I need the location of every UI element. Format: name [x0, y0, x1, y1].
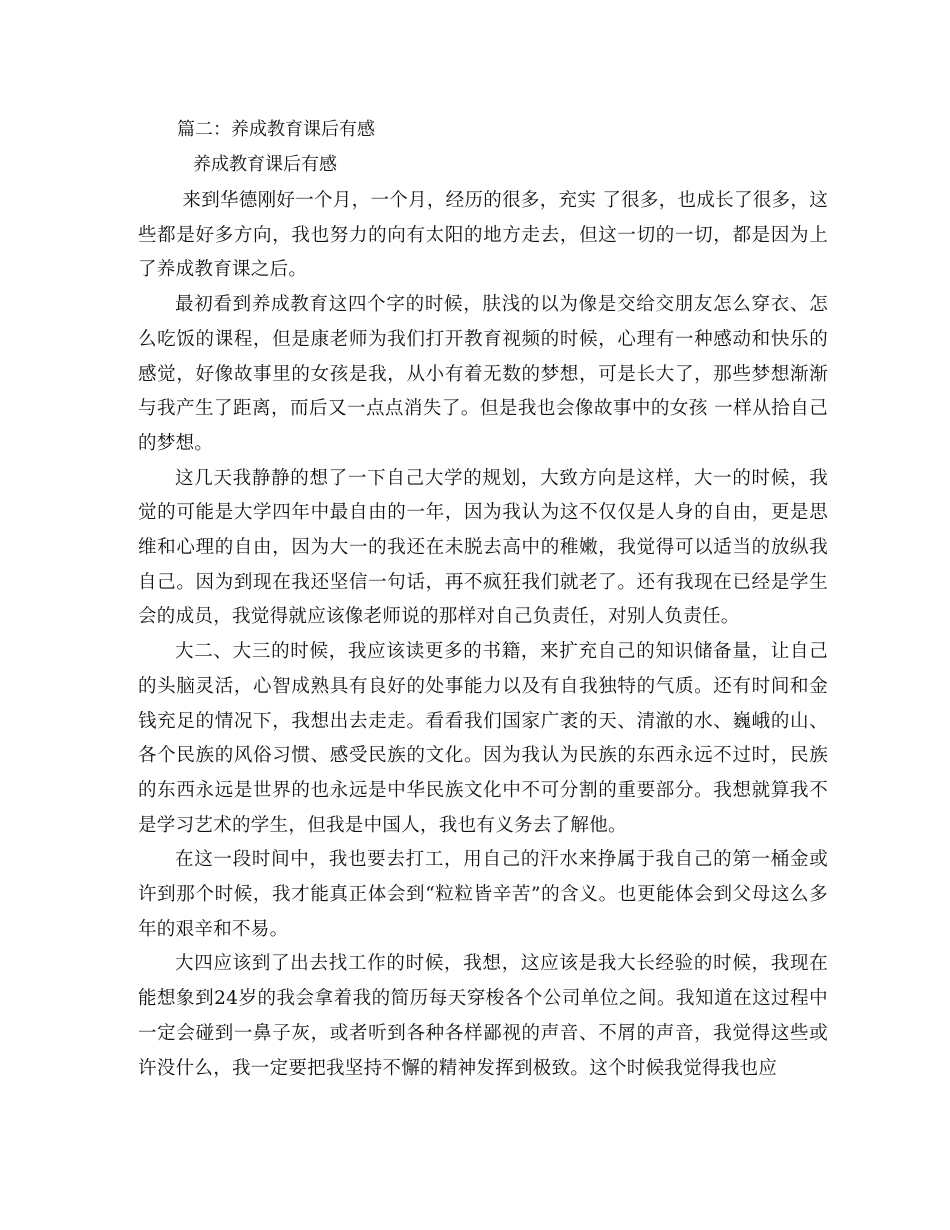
paragraph-2: 最初看到养成教育这四个字的时候，肤浅的以为像是交给交朋友怎么穿衣、怎么吃饭的课程，但是康老师为我们打开教育视频的时候，心理有一种感动和快乐的感觉，好像故事里的女孩是我，从小有着无数的梦想，可是长大了，那些梦想渐渐与我产生了距离，而后又一点点消失了。但是我也会像故事中的女孩 一样从拾自己的梦想。 [138, 294, 828, 454]
essay-body [138, 184, 828, 1086]
paragraph-5: 在这一段时间中，我也要去打工，用自己的汗水来挣属于我自己的第一桶金或许到那个时候，我才能真正体会到“粒粒皆辛苦”的含义。也更能体会到父母这么多年的艰辛和不易。 [138, 849, 828, 940]
paragraph-1: 来到华德刚好一个月，一个月，经历的很多，充实 了很多，也成长了很多，这些都是好多方向，我也努力的向有太阳的地方走去，但这一切的一切，都是因为上了养成教育课之后。 [138, 190, 828, 281]
essay-title: 养成教育课后有感 [193, 154, 337, 175]
paragraph-4: 大二、大三的时候，我应该读更多的书籍，来扩充自己的知识储备量，让自己的头脑灵活，心智成熟具有良好的处事能力以及有自我独特的气质。还有时间和金钱充足的情况下，我想出去走走。看看我们国家广袤的天、清澈的水、巍峨的山、各个民族的风俗习惯、感受民族的文化。因为我认为民族的东西永远不过时，民族的东西永远是世界的也永远是中华民族文化中不可分割的重要部分。我想就算我不是学习艺术的学生，但我是中国人，我也有义务去了解他。 [138, 641, 828, 836]
paragraph-3: 这几天我静静的想了一下自己大学的规划，大致方向是这样，大一的时候，我觉的可能是大学四年中最自由的一年，因为我认为这不仅仅是人身的自由，更是思维和心理的自由，因为大一的我还在未脱去高中的稚嫩，我觉得可以适当的放纵我自己。因为到现在我还坚信一句话，再不疯狂我们就老了。还有我现在已经是学生会的成员，我觉得就应该像老师说的那样对自己负责任，对别人负责任。 [138, 467, 828, 628]
section-heading: 篇二：养成教育课后有感 [177, 119, 375, 140]
paragraph-6: 大四应该到了出去找工作的时候，我想，这应该是我大长经验的时候，我现在能想象到24岁的我会拿着我的简历每天穿梭各个公司单位之间。我知道在这过程中一定会碰到一鼻子灰，或者听到各种各样鄙视的声音、不屑的声音，我觉得这些或许没什么，我一定要把我坚持不懈的精神发挥到极致。这个时候我觉得我也应 [138, 953, 828, 1079]
